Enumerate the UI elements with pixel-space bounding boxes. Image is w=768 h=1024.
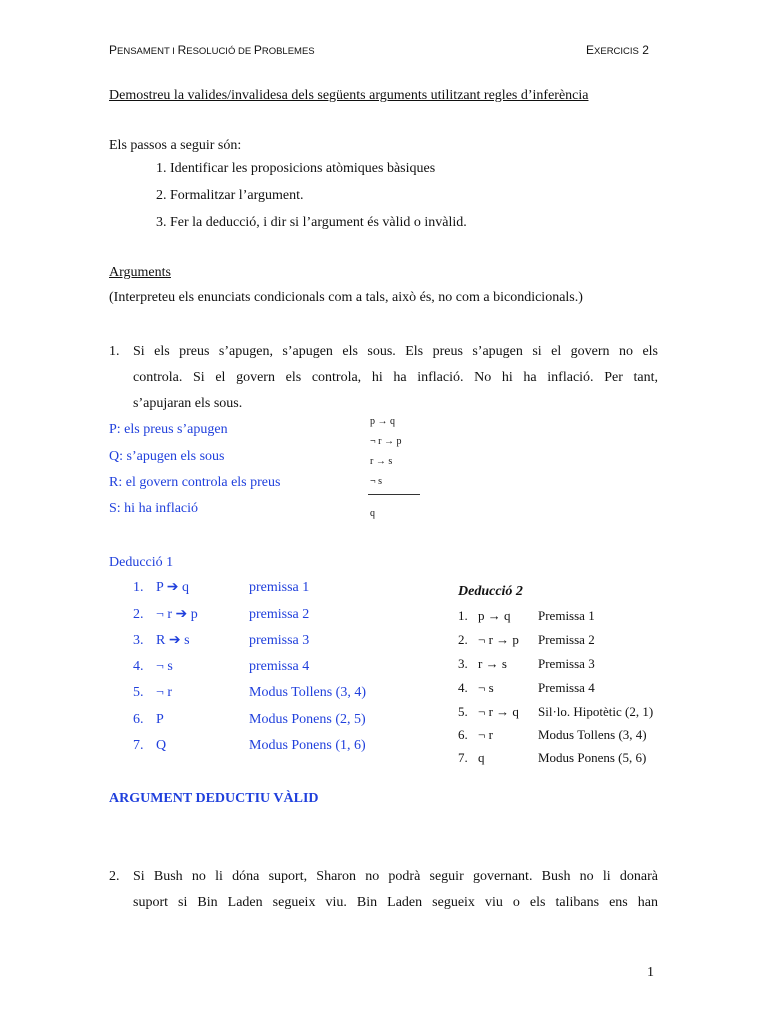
deduction-formula: ¬ r [156, 685, 173, 700]
deduction-2-image [452, 580, 664, 770]
arguments-heading: Arguments [109, 265, 171, 280]
deduction-formula: R ➔ s [156, 633, 190, 648]
deduction-step-number: 6. [133, 712, 144, 727]
step-item: 2. Formalitzar l’argument. [156, 188, 304, 203]
deduction-formula: Q [156, 738, 167, 753]
deduction-2-number: 1. [458, 608, 468, 623]
formal-conclusion: q [370, 508, 375, 519]
deduction-step-number: 7. [133, 738, 144, 753]
deduction-2-title: Deducció 2 [458, 584, 523, 599]
deduction-2-rule: Premissa 1 [538, 608, 595, 623]
deduction-rule: premissa 2 [249, 607, 310, 622]
proposition: S: hi ha inflació [109, 501, 199, 516]
deduction-2-number: 2. [458, 632, 468, 647]
deduction-step-number: 2. [133, 607, 144, 622]
deduction-step-number: 4. [133, 659, 144, 674]
argument-text-line: suport si Bin Laden segueix viu. Bin Laden segueix viu o els talibans ens han [133, 895, 658, 910]
deduction-2-formula: ¬ r → p [478, 632, 519, 647]
deduction-2-formula: q [478, 750, 485, 765]
deduction-formula: ¬ r ➔ p [156, 607, 198, 622]
deduction-step-number: 1. [133, 580, 144, 595]
deduction-rule: premissa 4 [249, 659, 310, 674]
deduction-2-formula: p → q [478, 608, 511, 623]
argument-text-line: Si Bush no li dóna suport, Sharon no podrà seguir governant. Bush no li donarà [133, 869, 658, 884]
proposition: R: el govern controla els preus [109, 475, 281, 490]
page-number: 1 [647, 965, 654, 980]
deduction-2-number: 4. [458, 680, 468, 695]
formal-premise: p → q [370, 416, 395, 427]
deduction-2-formula: ¬ r → q [478, 704, 519, 719]
formalization-image [364, 410, 424, 524]
proposition: P: els preus s’apugen [109, 422, 228, 437]
deduction-2-formula: r → s [478, 656, 507, 671]
formal-premise: ¬ s [370, 476, 383, 487]
deduction-1-title: Deducció 1 [109, 555, 174, 570]
deduction-rule: premissa 1 [249, 580, 310, 595]
deduction-2-formula: ¬ s [478, 680, 494, 695]
deduction-2-formula: ¬ r [478, 727, 493, 742]
deduction-2-number: 3. [458, 656, 468, 671]
running-header-right: EXERCICIS 2 [586, 43, 649, 57]
step-item: 1. Identificar les proposicions atòmiques bàsiques [156, 161, 436, 176]
deduction-formula: P [156, 712, 164, 727]
proposition: Q: s’apugen els sous [109, 449, 225, 464]
deduction-2-rule: Premissa 3 [538, 656, 595, 671]
running-header-left: PENSAMENT I RESOLUCIÓ DE PROBLEMES [109, 43, 315, 57]
formal-premise: ¬ r → p [370, 436, 402, 447]
deduction-2-rule: Modus Tollens (3, 4) [538, 727, 647, 742]
page-title: Demostreu la valides/invalidesa dels següents arguments utilitzant regles d’inferència [109, 88, 589, 103]
deduction-step-number: 3. [133, 633, 144, 648]
verdict: ARGUMENT DEDUCTIU VÀLID [109, 791, 319, 806]
deduction-formula: P ➔ q [156, 580, 189, 595]
deduction-2-number: 6. [458, 727, 468, 742]
argument-text-line: s’apujaran els sous. [133, 396, 243, 411]
argument-text-line: controla. Si el govern els controla, hi ha inflació. No hi ha inflació. Per tant, [133, 370, 658, 385]
deduction-2-number: 7. [458, 750, 468, 765]
deduction-2-rule: Modus Ponens (5, 6) [538, 750, 647, 765]
step-item: 3. Fer la deducció, i dir si l’argument és vàlid o invàlid. [156, 215, 467, 230]
argument-number: 2. [109, 869, 120, 884]
formal-premise: r → s [370, 456, 393, 467]
deduction-rule: premissa 3 [249, 633, 310, 648]
deduction-rule: Modus Tollens (3, 4) [249, 685, 366, 700]
conclusion-rule [368, 494, 420, 495]
deduction-rule: Modus Ponens (1, 6) [249, 738, 366, 753]
deduction-2-rule: Sil·lo. Hipotètic (2, 1) [538, 704, 654, 719]
deduction-2-rule: Premissa 2 [538, 632, 595, 647]
header-number: 2 [642, 43, 649, 57]
deduction-rule: Modus Ponens (2, 5) [249, 712, 366, 727]
steps-intro: Els passos a seguir són: [109, 138, 242, 153]
argument-number: 1. [109, 344, 120, 359]
arguments-note: (Interpreteu els enunciats condicionals com a tals, això és, no com a bicondicionals.) [109, 290, 583, 305]
deduction-step-number: 5. [133, 685, 144, 700]
deduction-2-rule: Premissa 4 [538, 680, 595, 695]
argument-text-line: Si els preus s’apugen, s’apugen els sous. Els preus s’apugen si el govern no els [133, 344, 658, 359]
deduction-formula: ¬ s [156, 659, 173, 674]
deduction-2-number: 5. [458, 704, 468, 719]
